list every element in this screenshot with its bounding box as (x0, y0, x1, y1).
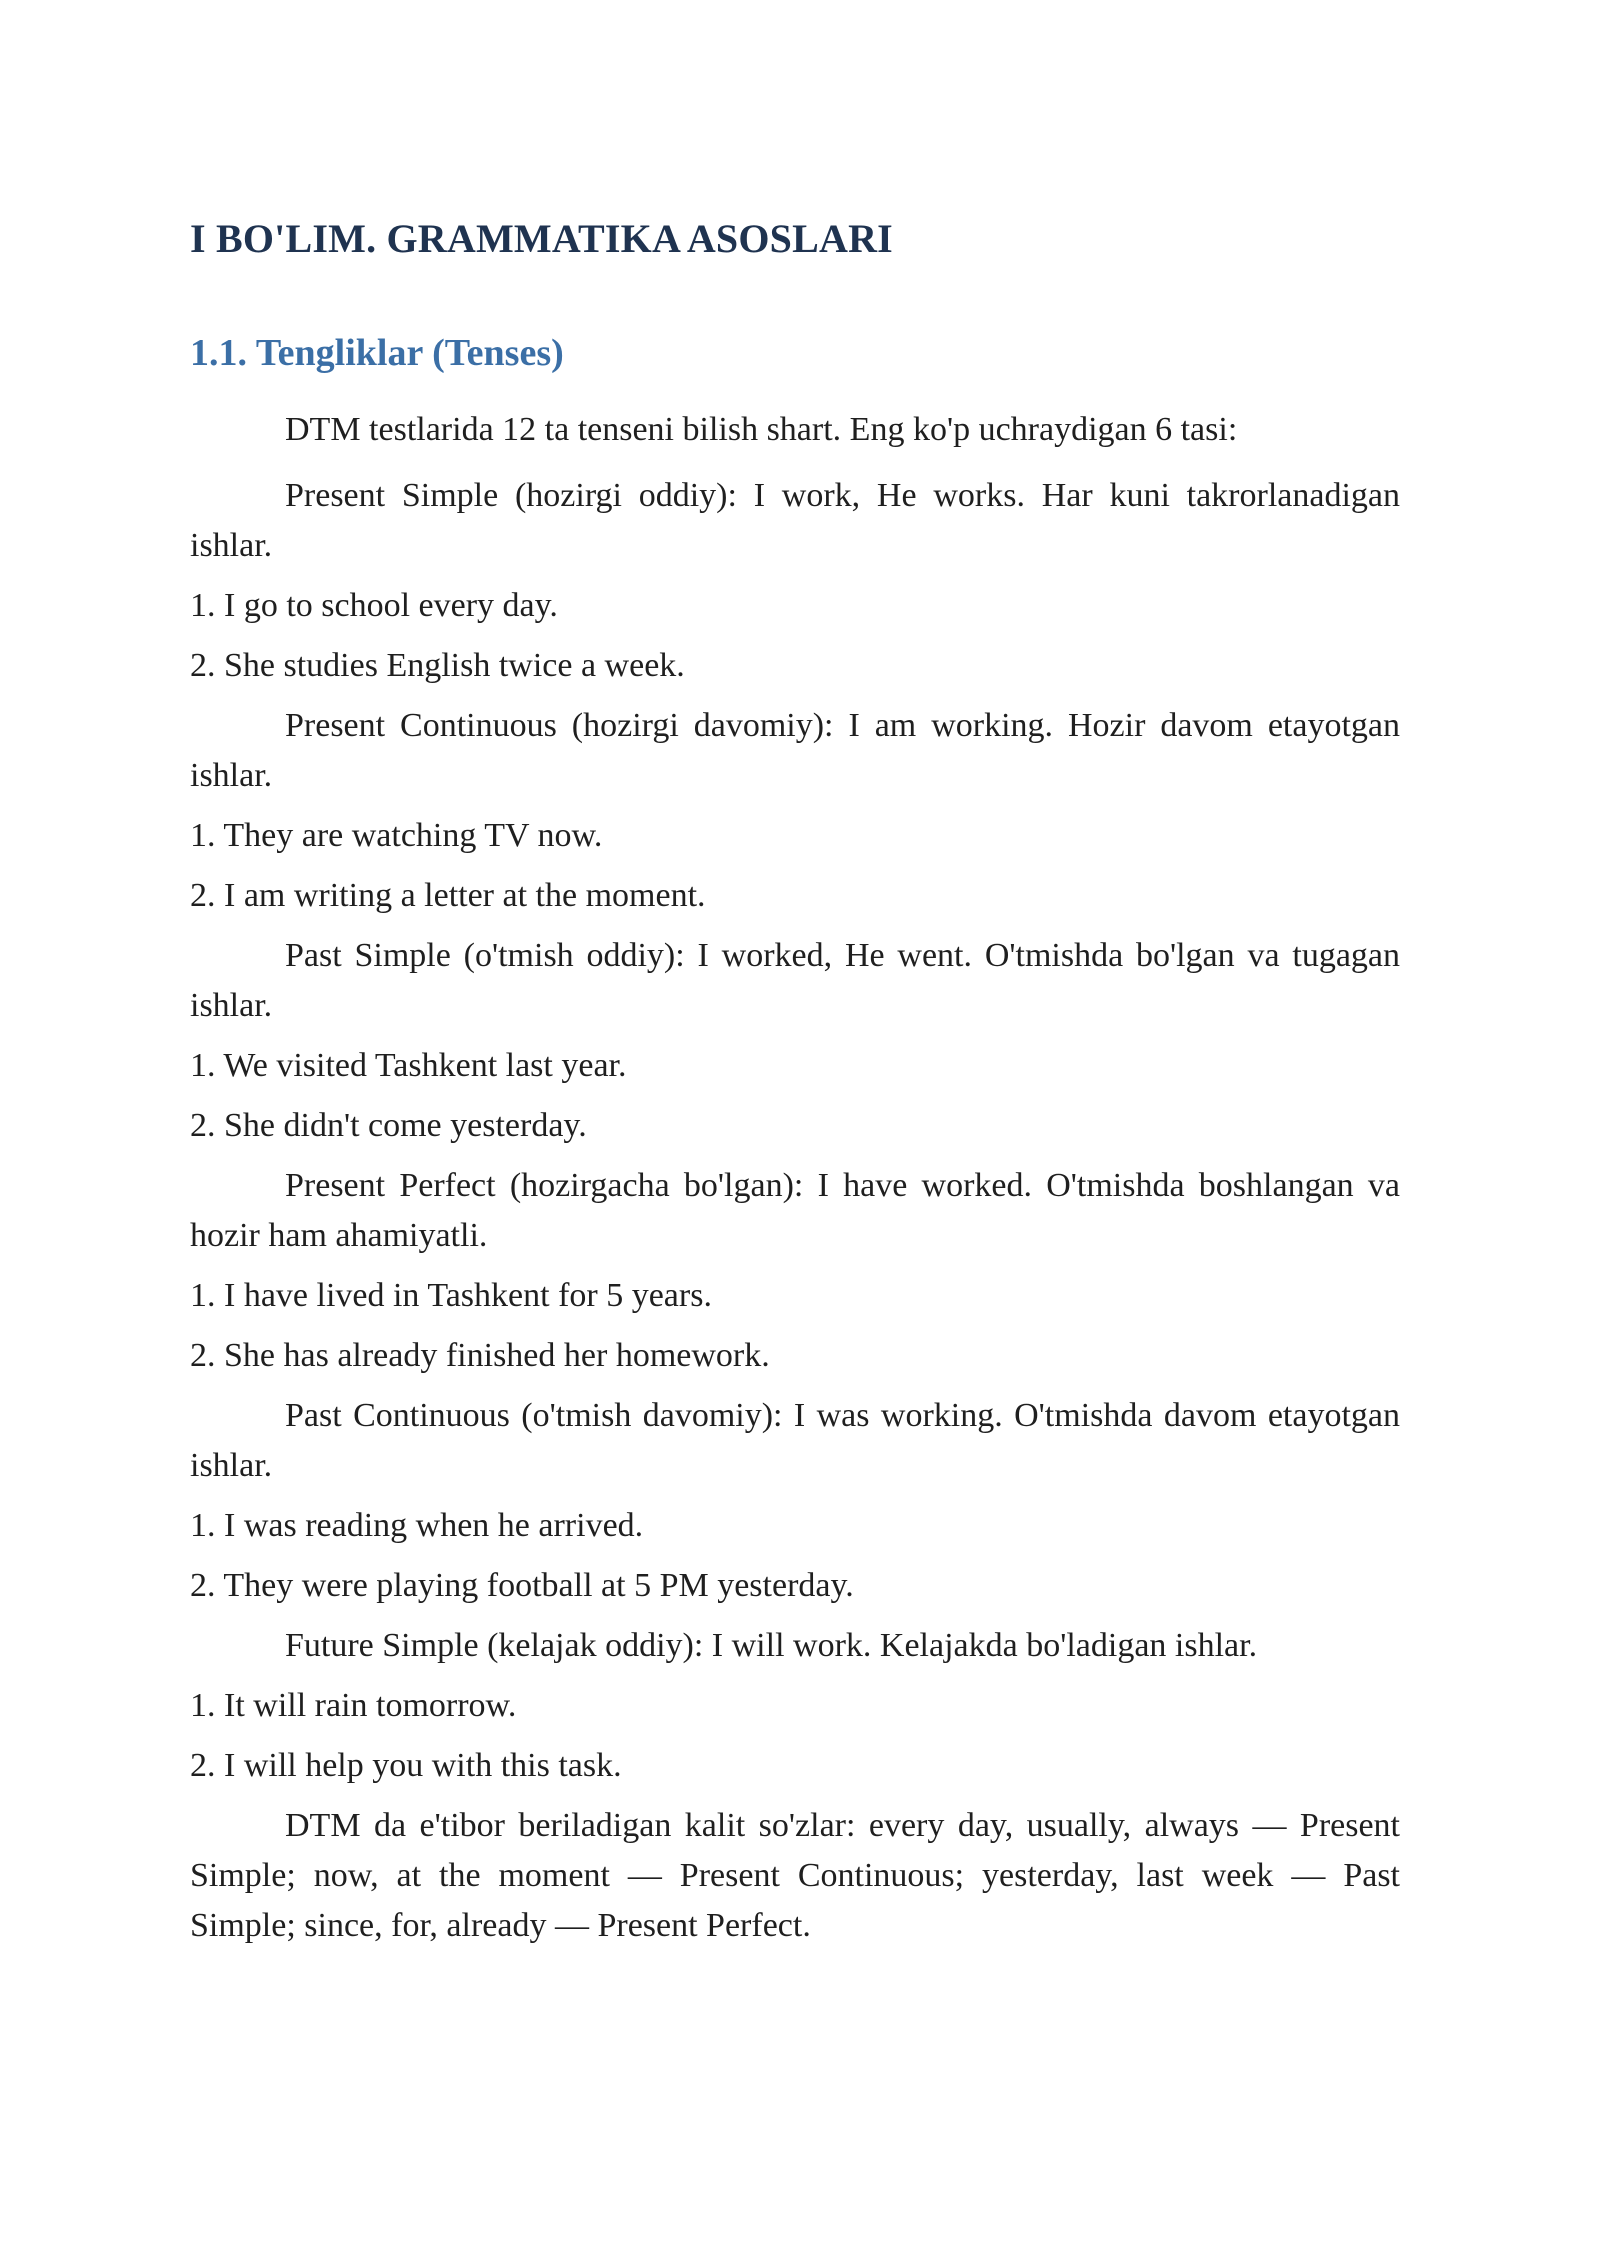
tense-present-perfect (190, 1161, 1400, 1381)
example-line: 1. I was reading when he arrived. (190, 1506, 644, 1544)
tense-future-simple (190, 1621, 1400, 1791)
example-line: 2. She studies English twice a week. (190, 646, 685, 684)
example-line: 2. She has already finished her homework. (190, 1336, 770, 1374)
tense-present-simple (190, 471, 1400, 691)
example-line: 1. They are watching TV now. (190, 816, 603, 854)
document-page (190, 215, 1400, 1961)
tense-description: Past Continuous (o'tmish davomiy): I was working. O'tmishda davom etayotgan ishlar. (190, 1396, 1400, 1484)
tense-present-continuous (190, 701, 1400, 921)
tense-past-continuous (190, 1391, 1400, 1611)
example-line: 2. I am writing a letter at the moment. (190, 876, 706, 914)
intro-paragraph: DTM testlarida 12 ta tenseni bilish shart. Eng ko'p uchraydigan 6 tasi: (285, 410, 1238, 448)
section-title: 1.1. Tengliklar (Tenses) (190, 332, 564, 374)
chapter-title: I BO'LIM. GRAMMATIKA ASOSLARI (190, 216, 893, 261)
example-line: 1. I have lived in Tashkent for 5 years. (190, 1276, 712, 1314)
tense-past-simple (190, 931, 1400, 1151)
example-line: 1. We visited Tashkent last year. (190, 1046, 627, 1084)
example-line: 2. She didn't come yesterday. (190, 1106, 587, 1144)
keywords-paragraph: DTM da e'tibor beriladigan kalit so'zlar: every day, usually, always — Present Simple; now, at the moment — Present Continuous; yesterday, last week — Past Simple; since, for, already — Present Perfect. (190, 1806, 1400, 1944)
example-line: 2. They were playing football at 5 PM yesterday. (190, 1566, 854, 1604)
example-line: 2. I will help you with this task. (190, 1746, 622, 1784)
tense-description: Present Simple (hozirgi oddiy): I work, He works. Har kuni takrorlanadigan ishlar. (190, 476, 1400, 564)
example-line: 1. I go to school every day. (190, 586, 558, 624)
example-line: 1. It will rain tomorrow. (190, 1686, 517, 1724)
tense-description: Present Continuous (hozirgi davomiy): I am working. Hozir davom etayotgan ishlar. (190, 706, 1400, 794)
tense-description: Past Simple (o'tmish oddiy): I worked, He went. O'tmishda bo'lgan va tugagan ishlar. (190, 936, 1400, 1024)
tense-description: Present Perfect (hozirgacha bo'lgan): I have worked. O'tmishda boshlangan va hozir ham ahamiyatli. (190, 1166, 1400, 1254)
tense-description: Future Simple (kelajak oddiy): I will work. Kelajakda bo'ladigan ishlar. (285, 1626, 1258, 1664)
